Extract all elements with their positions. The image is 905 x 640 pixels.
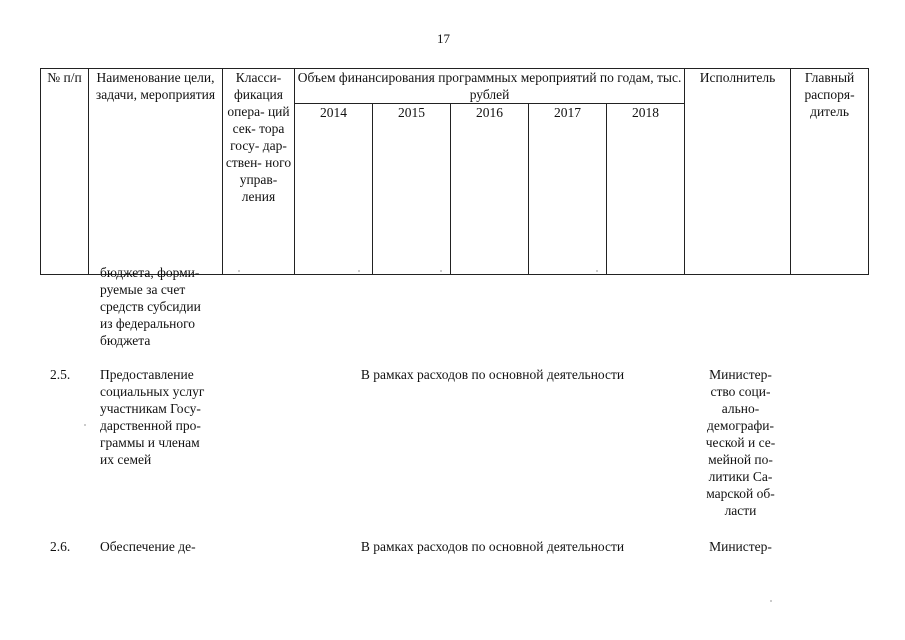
row-number: 2.5. — [50, 367, 71, 382]
header-year: 2016 — [451, 104, 529, 275]
scan-speck — [440, 270, 442, 272]
scan-speck — [238, 270, 240, 272]
header-financing: Объем финансирования программных мероприятий по годам, тыс. рублей — [295, 69, 685, 104]
header-executor: Исполнитель — [685, 69, 791, 275]
header-name: Наименование цели, задачи, мероприятия — [89, 69, 223, 275]
row-name-continuation: бюджета, форми- руемые за счет средств субсидии из федерального бюджета — [100, 265, 201, 348]
scan-speck — [358, 270, 360, 272]
row-financing: В рамках расходов по основной деятельности — [360, 367, 625, 382]
page-number: 17 — [437, 31, 450, 46]
row-number: 2.6. — [50, 539, 71, 554]
scan-speck — [770, 600, 772, 602]
header-main-manager: Главный распоря- дитель — [791, 69, 869, 275]
header-year: 2015 — [373, 104, 451, 275]
scan-speck — [84, 424, 86, 426]
header-year: 2017 — [529, 104, 607, 275]
row-executor: Министер- ство соци- ально- демографи- ческой и се- мейной по- литики Са- марской об- ласти — [705, 367, 776, 518]
header-classification: Класси- фикация опера- ций сек- тора госу- дар- ствен- ного управ- ления — [223, 69, 295, 275]
row-executor: Министер- — [709, 539, 772, 554]
scan-speck — [596, 270, 598, 272]
header-year: 2014 — [295, 104, 373, 275]
row-name: Обеспечение де- — [100, 539, 196, 554]
header-year: 2018 — [607, 104, 685, 275]
row-financing: В рамках расходов по основной деятельности — [360, 539, 625, 554]
row-name: Предоставление социальных услуг участникам Госу- дарственной про- граммы и членам их семей — [100, 367, 205, 467]
table-header — [40, 68, 869, 275]
header-number: № п/п — [41, 69, 89, 275]
